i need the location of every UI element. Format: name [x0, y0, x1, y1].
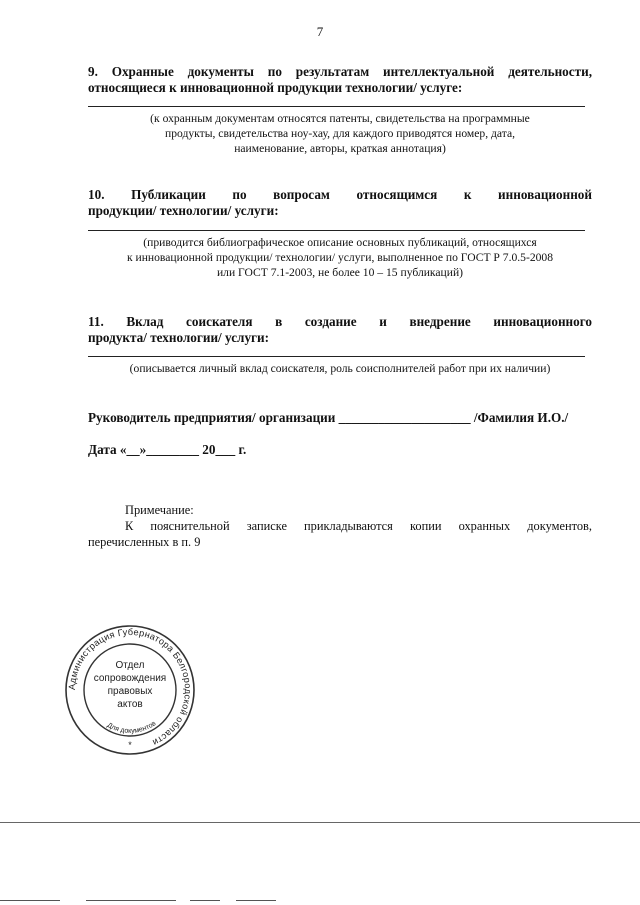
section-9-note-line: (к охранным документам относятся патенты, свидетельства на программные — [150, 112, 530, 125]
department-stamp — [60, 624, 200, 756]
remark-title: Примечание: — [125, 503, 194, 517]
remark-line2: перечисленных в п. 9 — [88, 535, 201, 549]
section-10-heading-line2: продукции/ технологии/ услуги: — [88, 203, 279, 218]
section-9-note-line: продукты, свидетельства ноу-хау, для каждого приводятся номер, дата, — [165, 127, 515, 140]
page-number: 7 — [316, 24, 324, 39]
scan-edge-line — [0, 822, 640, 823]
section-10-note-line: или ГОСТ 7.1-2003, не более 10 – 15 публикаций) — [216, 266, 464, 279]
stamp-outer-text: Администрация Губернатора Белгородской области — [66, 626, 194, 748]
remark-line1: К пояснительной записке прикладываются копии охранных документов, — [125, 519, 592, 533]
date-line: Дата «__»________ 20___ г. — [88, 442, 247, 457]
scan-artifact — [236, 900, 276, 901]
section-9-heading-line1: 9. Охранные документы по результатам интеллектуальной деятельности, — [88, 64, 592, 79]
director-signature-line: Руководитель предприятия/ организации ____________________ /Фамилия И.О./ — [88, 410, 569, 425]
stamp-center-line: сопровождения — [93, 673, 167, 684]
scan-artifact — [0, 900, 60, 901]
stamp-center-line: Отдел — [115, 660, 145, 671]
stamp-center-line: правовых — [107, 686, 153, 697]
section-9-heading-line2: относящиеся к инновационной продукции технологии/ услуге: — [88, 80, 463, 95]
section-9-note-line: наименование, авторы, краткая аннотация) — [234, 142, 446, 155]
section-10-note-line: (приводится библиографическое описание основных публикаций, относящихся — [143, 236, 537, 249]
section-11-note-line: (описывается личный вклад соискателя, роль соисполнителей работ при их наличии) — [129, 362, 551, 375]
stamp-star: * — [128, 740, 132, 750]
section-10-note-line: к инновационной продукции/ технологии/ услуги, выполненное по ГОСТ Р 7.0.5-2008 — [126, 251, 554, 264]
section-9-answer-line — [88, 106, 585, 107]
section-11-heading-line1: 11. Вклад соискателя в создание и внедрение инновационного — [88, 314, 592, 329]
scan-artifact — [86, 900, 176, 901]
section-11-note — [88, 361, 592, 376]
section-11-answer-line — [88, 356, 585, 357]
section-11-heading-line2: продукта/ технологии/ услуги: — [88, 330, 270, 345]
section-10-note — [88, 235, 592, 280]
section-10-heading-line1: 10. Публикации по вопросам относящимся к инновационной — [88, 187, 592, 202]
stamp-center-line: актов — [117, 699, 143, 710]
stamp-inner-text: Для документов — [105, 720, 158, 735]
section-9-note — [88, 111, 592, 156]
section-10-answer-line — [88, 230, 585, 231]
scan-artifact — [190, 900, 220, 901]
